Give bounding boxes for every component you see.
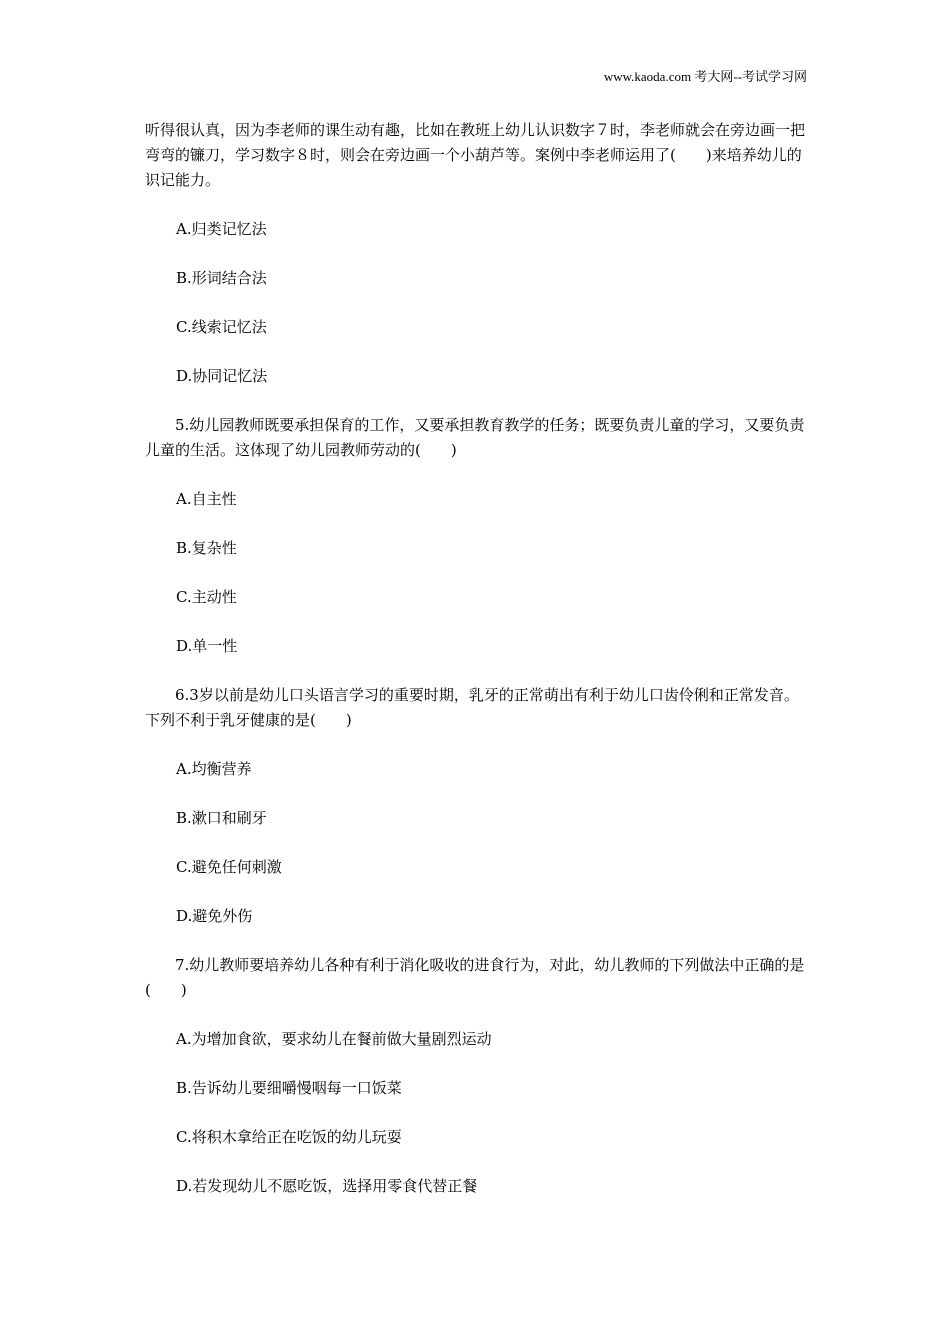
question-4-option-b: B.形词结合法	[176, 269, 267, 287]
question-7-option-d: D.若发现幼儿不愿吃饭，选择用零食代替正餐	[176, 1177, 478, 1195]
question-7-option-a: A.为增加食欲，要求幼儿在餐前做大量剧烈运动	[176, 1030, 492, 1048]
question-5-stem: 5.幼儿园教师既要承担保育的工作，又要承担教育教学的任务；既要负责儿童的学习，又要负责儿童的生活。这体现了幼儿园教师劳动的( )	[145, 416, 805, 459]
question-6-option-c: C.避免任何刺激	[176, 858, 282, 876]
question-6-stem: 6.3岁以前是幼儿口头语言学习的重要时期，乳牙的正常萌出有利于幼儿口齿伶俐和正常发音。下列不利于乳牙健康的是( )	[145, 686, 799, 729]
question-7-option-c: C.将积木拿给正在吃饭的幼儿玩耍	[176, 1128, 402, 1146]
question-5-option-c: C.主动性	[176, 588, 237, 606]
question-4-option-c: C.线索记忆法	[176, 318, 267, 336]
question-5-option-a: A.自主性	[176, 490, 237, 508]
document-body	[145, 118, 809, 1199]
question-6-option-b: B.漱口和刷牙	[176, 809, 267, 827]
question-5-option-d: D.单一性	[176, 637, 238, 655]
question-5-option-b: B.复杂性	[176, 539, 237, 557]
site-header: www.kaoda.com 考大网--考试学习网	[603, 69, 807, 84]
question-7-stem: 7.幼儿教师要培养幼儿各种有利于消化吸收的进食行为，对此，幼儿教师的下列做法中正确的是( )	[145, 956, 805, 999]
question-4-option-a: A.归类记忆法	[176, 220, 267, 238]
question-7-option-b: B.告诉幼儿要细嚼慢咽每一口饭菜	[176, 1079, 402, 1097]
question-6-option-d: D.避免外伤	[176, 907, 253, 925]
question-6-option-a: A.均衡营养	[176, 760, 252, 778]
question-4-stem-continued: 听得很认真，因为李老师的课生动有趣，比如在教班上幼儿认识数字７时，李老师就会在旁边画一把弯弯的镰刀，学习数字８时，则会在旁边画一个小葫芦等。案例中李老师运用了( )来培养幼儿的识记能力。	[145, 121, 806, 189]
question-4-option-d: D.协同记忆法	[176, 367, 268, 385]
